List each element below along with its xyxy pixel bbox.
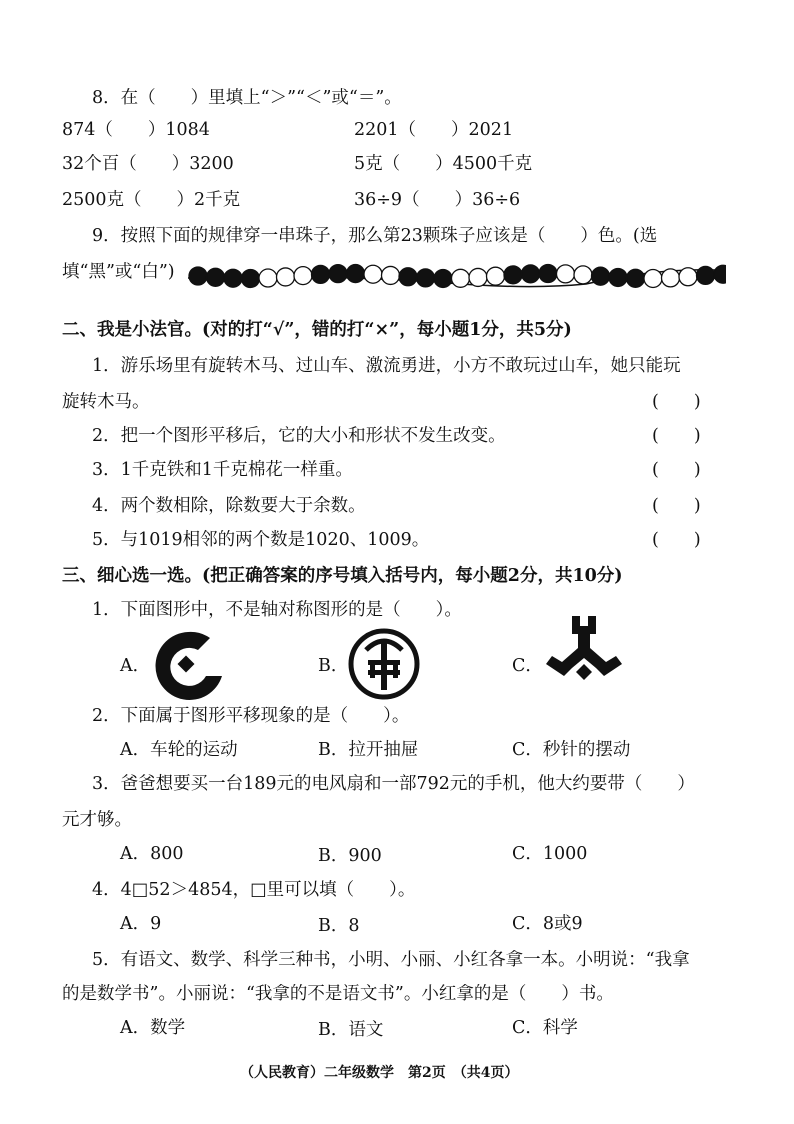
s3-q3-line2: 元才够。 [62,810,132,830]
s3-q2-option-b[interactable]: B．拉开抽屉 [318,740,419,760]
white-bead [294,267,312,285]
s2-item1-line2: 旋转木马。 [62,392,150,412]
white-bead [574,266,592,284]
s3-q4-option-c[interactable]: C．8或9 [512,914,583,934]
black-bead [539,265,557,283]
s3-q1-stem: 1．下面图形中，不是轴对称图形的是（ ）。 [92,600,462,620]
s3-q5-option-a[interactable]: A．数学 [120,1018,186,1038]
black-bead [434,269,452,287]
s3-q1-option-c[interactable]: C． [512,656,543,676]
s3-q1-option-b[interactable]: B． [318,656,349,676]
white-bead [557,265,575,283]
black-bead [207,268,225,286]
s3-q5-line2: 的是数学书”。小丽说：“我拿的不是语文书”。小红拿的是（ ）书。 [62,984,614,1004]
black-bead [609,268,627,286]
s3-q4-option-a[interactable]: A．9 [120,914,162,934]
q8-item-6: 36÷9（ ）36÷6 [354,190,521,210]
black-bead [224,269,242,287]
black-bead [189,267,207,285]
white-bead [679,268,697,286]
black-bead [592,267,610,285]
s2-item5-bracket[interactable]: ( ) [652,530,701,550]
s3-q2-option-c[interactable]: C．秒针的摆动 [512,740,631,760]
black-bead [697,266,715,284]
black-bead [504,266,522,284]
bead-group [189,265,726,288]
white-bead [382,266,400,284]
s2-item3: 3．1千克铁和1千克棉花一样重。 [92,460,353,480]
white-bead [644,269,662,287]
bank-logo-abc-icon [346,626,422,702]
black-bead [329,265,347,283]
s2-item2-bracket[interactable]: ( ) [652,426,701,446]
s3-q4-option-b[interactable]: B．8 [318,916,360,936]
s2-item5: 5．与1019相邻的两个数是1020、1009。 [92,530,430,550]
q8-item-4: 5克（ ）4500千克 [354,154,533,174]
black-bead [312,265,330,283]
q8-item-3: 32个百（ ）3200 [62,154,234,174]
white-bead [364,265,382,283]
white-bead [259,269,277,287]
black-bead [417,269,435,287]
s3-q5-option-b[interactable]: B．语文 [318,1020,384,1040]
black-bead [714,265,726,283]
s3-q5-line1: 5．有语文、数学、科学三种书，小明、小丽、小红各拿一本。小明说：“我拿 [92,950,690,970]
s3-q1-option-a[interactable]: A． [120,656,151,676]
page-footer: （人民教育）二年级数学 第2页 （共4页） [240,1065,519,1081]
s2-item2: 2．把一个图形平移后，它的大小和形状不发生改变。 [92,426,506,446]
q9-line1: 9．按照下面的规律穿一串珠子，那么第23颗珠子应该是（ ）色。(选 [92,226,658,246]
q8-item-1: 874（ ）1084 [62,120,210,140]
white-bead [487,267,505,285]
s3-q3-line1: 3．爸爸想要买一台189元的电风扇和一部792元的手机，他大约要带（ ） [92,774,695,794]
q8-item-2: 2201（ ）2021 [354,120,514,140]
q9-line2: 填“黑”或“白”) [62,262,175,282]
s3-q2-stem: 2．下面属于图形平移现象的是（ ）。 [92,706,410,726]
section3-title: 三、细心选一选。(把正确答案的序号填入括号内，每小题2分，共10分) [62,566,623,586]
black-bead [242,269,260,287]
q8-item-5: 2500克（ ）2千克 [62,190,241,210]
s3-q2-option-a[interactable]: A．车轮的运动 [120,740,238,760]
s2-item3-bracket[interactable]: ( ) [652,460,701,480]
section2-title: 二、我是小法官。(对的打“√”，错的打“×”，每小题1分，共5分) [62,320,572,340]
s3-q3-option-b[interactable]: B．900 [318,846,382,866]
bank-logo-bocom-icon [544,612,624,692]
white-bead [277,268,295,286]
black-bead [522,265,540,283]
bead-string [186,258,726,304]
white-bead [452,269,470,287]
s2-item4-bracket[interactable]: ( ) [652,496,701,516]
white-bead [662,269,680,287]
s3-q4-stem: 4．4□52＞4854，□里可以填（ ）。 [92,880,416,900]
s3-q3-option-a[interactable]: A．800 [120,844,184,864]
s3-q3-option-c[interactable]: C．1000 [512,844,588,864]
s2-item1-bracket[interactable]: ( ) [652,392,701,412]
black-bead [347,265,365,283]
white-bead [469,268,487,286]
black-bead [627,269,645,287]
q8-stem: 8．在（ ）里填上“＞”“＜”或“＝”。 [92,88,402,108]
s3-q5-option-c[interactable]: C．科学 [512,1018,578,1038]
bank-logo-ccb-icon [150,628,226,704]
s2-item4: 4．两个数相除，除数要大于余数。 [92,496,366,516]
s2-item1-line1: 1．游乐场里有旋转木马、过山车、激流勇进，小方不敢玩过山车，她只能玩 [92,356,681,376]
black-bead [399,268,417,286]
